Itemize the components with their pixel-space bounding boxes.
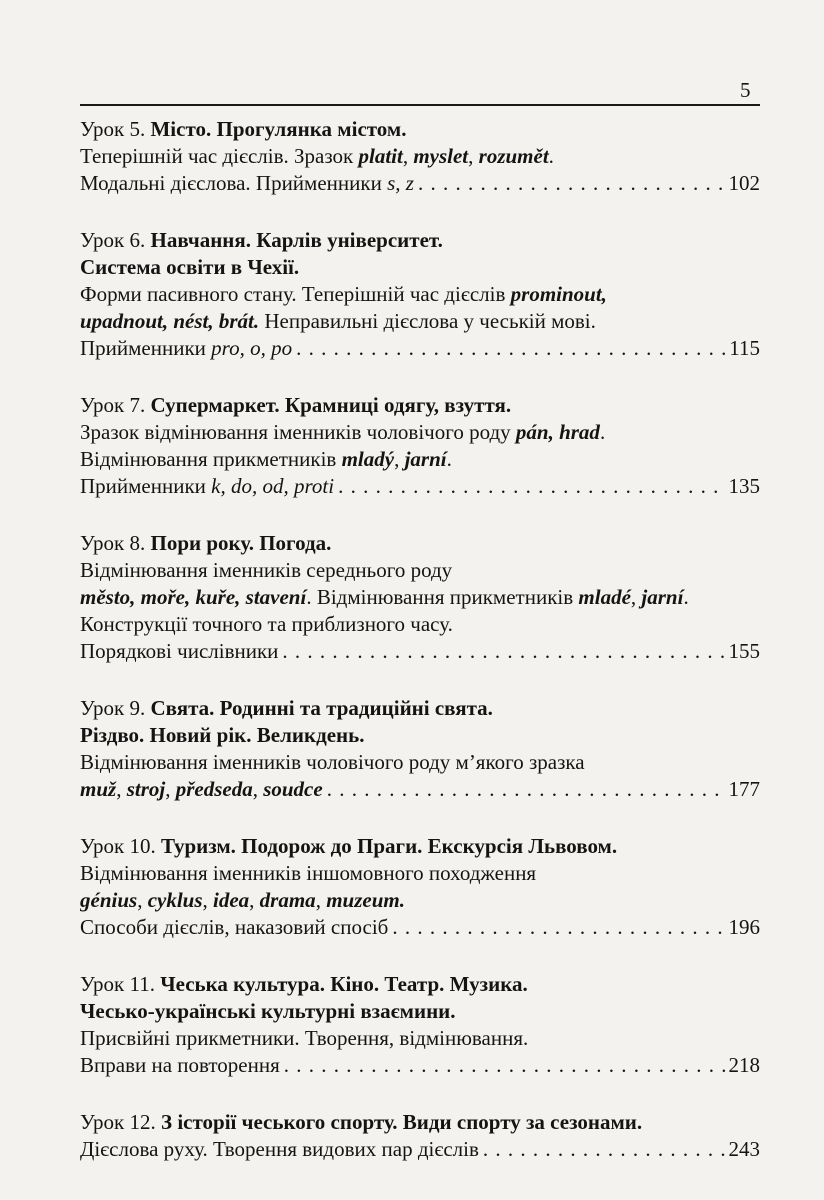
toc-text-segment: Зразок відмінювання іменників чоловічого роду: [80, 420, 516, 444]
toc-text-segment: muž: [80, 777, 117, 801]
toc-text-segment: jarní: [641, 585, 684, 609]
toc-text-segment: ,: [137, 888, 148, 912]
toc-leader-text: [80, 1136, 479, 1163]
toc-text-segment: stroj: [126, 777, 166, 801]
toc-text-segment: .: [599, 420, 606, 444]
toc-line: [80, 695, 760, 722]
toc-text-segment: Відмінювання прикметників: [80, 447, 342, 471]
toc-line: [80, 254, 760, 281]
toc-text-segment: pán, hrad: [515, 420, 600, 444]
toc-text-segment: Пори року. Погода.: [150, 531, 332, 555]
toc-entry: [80, 530, 760, 665]
toc-line: [80, 308, 760, 335]
toc-leader-text: [80, 1052, 280, 1079]
toc-text-segment: Свята. Родинні та традиційні свята.: [150, 696, 493, 720]
toc-text-segment: Способи дієслів, наказовий спосіб: [80, 915, 389, 939]
toc-text-segment: Форми пасивного стану. Теперішній час дієслів: [80, 282, 511, 306]
page-number: 5: [740, 78, 751, 102]
toc-line: [80, 584, 760, 611]
toc-text-segment: Вправи на повторення: [80, 1053, 280, 1077]
toc-line: [80, 281, 760, 308]
toc-text-segment: k, do, od, proti: [211, 474, 335, 498]
toc-text-segment: ,: [394, 447, 405, 471]
toc-line: [80, 419, 760, 446]
toc-line: [80, 392, 760, 419]
toc-entry: [80, 1109, 760, 1163]
toc-text-segment: Місто. Прогулянка містом.: [150, 117, 407, 141]
dot-leader: [282, 638, 724, 665]
toc-text-segment: Чеська культура. Кіно. Театр. Музика.: [160, 972, 528, 996]
toc-leader-line: [80, 1136, 760, 1163]
toc-line: [80, 530, 760, 557]
toc-text-segment: ,: [630, 585, 642, 609]
toc-text-segment: Урок 10.: [80, 834, 161, 858]
toc-text-segment: ,: [202, 888, 214, 912]
toc-entry: [80, 227, 760, 362]
toc-text-segment: s, z: [387, 171, 414, 195]
toc-text-segment: Різдво. Новий рік. Великдень.: [80, 723, 365, 747]
toc-text-segment: muzeum.: [326, 888, 405, 912]
dot-leader: [338, 473, 724, 500]
dot-leader: [392, 914, 724, 941]
toc-text-segment: Відмінювання іменників середнього роду: [80, 558, 453, 582]
toc-line: [80, 722, 760, 749]
toc-leader-line: [80, 170, 760, 197]
toc-leader-text: [80, 776, 323, 803]
toc-text-segment: Урок 5.: [80, 117, 151, 141]
toc-text-segment: .: [548, 144, 554, 168]
toc-leader-text: [80, 473, 334, 500]
toc-text-segment: З історії чеського спорту. Види спорту за сезонами.: [160, 1110, 643, 1134]
toc-leader-text: [80, 914, 388, 941]
toc-entry: [80, 116, 760, 197]
table-of-contents: [80, 116, 760, 1193]
toc-text-segment: Чесько-українські культурні взаємини.: [80, 999, 456, 1023]
toc-entry: [80, 392, 760, 500]
toc-leader-text: [80, 638, 278, 665]
dot-leader: [296, 335, 725, 362]
toc-line: [80, 860, 760, 887]
toc-text-segment: myslet: [413, 144, 469, 168]
toc-page-number: 135: [728, 474, 760, 498]
toc-line: [80, 143, 760, 170]
toc-text-segment: předseda: [175, 777, 253, 801]
toc-text-segment: ,: [252, 777, 264, 801]
toc-line: [80, 998, 760, 1025]
toc-text-segment: Урок 11.: [80, 972, 161, 996]
toc-text-segment: pro, o, po: [211, 336, 293, 360]
toc-text-segment: Теперішній час дієслів. Зразок: [80, 144, 359, 168]
toc-text-segment: Прийменники: [80, 474, 212, 498]
dot-leader: [327, 776, 725, 803]
toc-text-segment: Дієслова руху. Творення видових пар дієслів: [80, 1137, 479, 1161]
toc-text-segment: Супермаркет. Крамниці одягу, взуття.: [150, 393, 512, 417]
toc-text-segment: upadnout, nést, brát.: [80, 309, 260, 333]
toc-text-segment: Урок 7.: [80, 393, 151, 417]
toc-page-number: 196: [728, 915, 760, 939]
toc-entry: [80, 971, 760, 1079]
toc-text-segment: Урок 12.: [80, 1110, 161, 1134]
toc-text-segment: soudce: [263, 777, 323, 801]
toc-line: [80, 1025, 760, 1052]
toc-text-segment: Відмінювання іменників чоловічого роду м’якого зразка: [80, 750, 585, 774]
toc-text-segment: . Відмінювання прикметників: [306, 585, 579, 609]
toc-text-segment: ,: [249, 888, 260, 912]
toc-leader-line: [80, 1052, 760, 1079]
toc-text-segment: Система освіти в Чехії.: [80, 255, 300, 279]
toc-entry: [80, 833, 760, 941]
toc-line: [80, 971, 760, 998]
toc-line: [80, 833, 760, 860]
toc-line: [80, 557, 760, 584]
toc-text-segment: prominout,: [510, 282, 607, 306]
toc-text-segment: Конструкції точного та приблизного часу.: [80, 612, 453, 636]
toc-leader-line: [80, 776, 760, 803]
toc-text-segment: Відмінювання іменників іншомовного походження: [80, 861, 537, 885]
toc-text-segment: Урок 9.: [80, 696, 151, 720]
toc-line: [80, 887, 760, 914]
toc-leader-line: [80, 473, 760, 500]
toc-text-segment: platit: [358, 144, 403, 168]
toc-line: [80, 749, 760, 776]
dot-leader: [483, 1136, 725, 1163]
toc-text-segment: Присвійні прикметники. Творення, відмінювання.: [80, 1026, 529, 1050]
toc-line: [80, 446, 760, 473]
toc-text-segment: Урок 8.: [80, 531, 151, 555]
toc-text-segment: génius: [80, 888, 138, 912]
toc-text-segment: mladý: [341, 447, 395, 471]
header-rule: [80, 104, 760, 106]
toc-leader-text: [80, 170, 414, 197]
toc-text-segment: ,: [165, 777, 176, 801]
toc-leader-line: [80, 914, 760, 941]
toc-text-segment: idea: [213, 888, 250, 912]
toc-text-segment: .: [446, 447, 452, 471]
toc-text-segment: drama: [259, 888, 316, 912]
toc-page-number: 243: [728, 1137, 760, 1161]
toc-text-segment: ,: [315, 888, 327, 912]
toc-text-segment: mladé: [578, 585, 631, 609]
toc-text-segment: cyklus: [147, 888, 203, 912]
toc-text-segment: .: [683, 585, 689, 609]
toc-line: [80, 227, 760, 254]
toc-entry: [80, 695, 760, 803]
toc-leader-line: [80, 638, 760, 665]
toc-page-number: 102: [728, 171, 760, 195]
toc-line: [80, 116, 760, 143]
toc-line: [80, 611, 760, 638]
toc-text-segment: Прийменники: [80, 336, 212, 360]
toc-page-number: 155: [728, 639, 760, 663]
toc-text-segment: ,: [402, 144, 414, 168]
dot-leader: [284, 1052, 725, 1079]
toc-text-segment: ,: [116, 777, 127, 801]
toc-text-segment: jarní: [404, 447, 447, 471]
toc-page-number: 115: [729, 336, 760, 360]
toc-page-number: 218: [728, 1053, 760, 1077]
toc-text-segment: Навчання. Карлів університет.: [150, 228, 443, 252]
toc-text-segment: Туризм. Подорож до Праги. Екскурсія Львовом.: [160, 834, 618, 858]
toc-page-number: 177: [728, 777, 760, 801]
toc-text-segment: ,: [468, 144, 479, 168]
toc-text-segment: Неправильні дієслова у чеській мові.: [259, 309, 596, 333]
toc-line: [80, 1109, 760, 1136]
toc-text-segment: Урок 6.: [80, 228, 151, 252]
toc-text-segment: rozumět: [478, 144, 549, 168]
toc-leader-text: [80, 335, 292, 362]
toc-text-segment: Модальні дієслова. Прийменники: [80, 171, 388, 195]
toc-text-segment: město, moře, kuře, stavení: [80, 585, 307, 609]
dot-leader: [418, 170, 725, 197]
toc-text-segment: Порядкові числівники: [80, 639, 279, 663]
toc-leader-line: [80, 335, 760, 362]
